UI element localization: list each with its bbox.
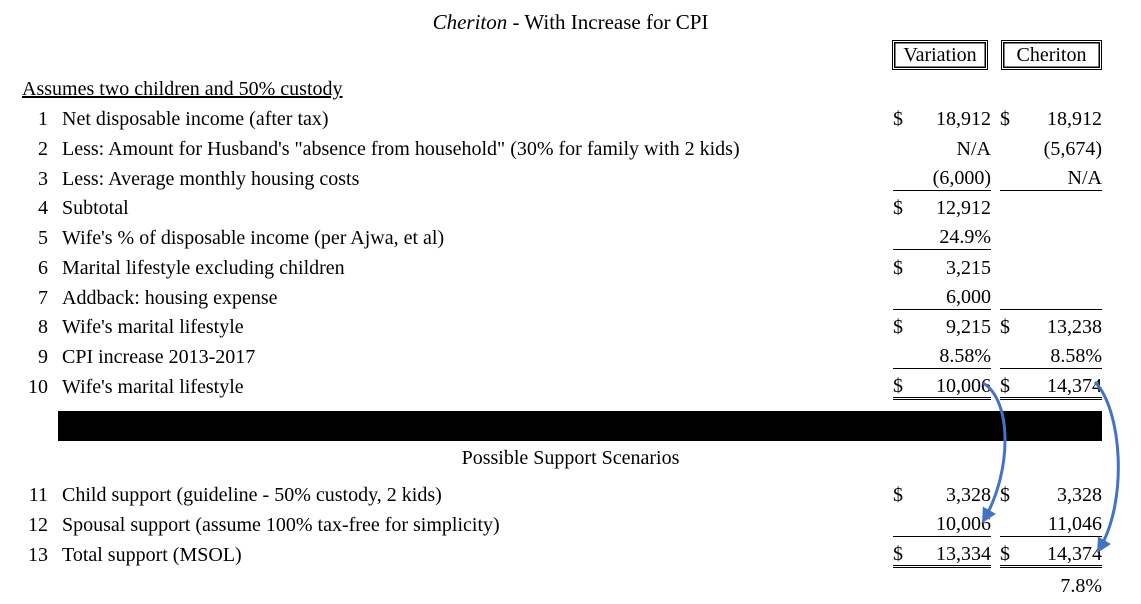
- row-label: Total support (MSOL): [62, 544, 242, 566]
- amount: 14,374: [1047, 543, 1102, 565]
- currency-symbol: $: [1000, 543, 1010, 565]
- variation-value: N/A: [956, 138, 991, 160]
- row-number: 10: [28, 376, 48, 398]
- currency-symbol: $: [893, 375, 903, 397]
- amount: 3,215: [946, 257, 991, 279]
- variation-value: 8.58%: [893, 345, 991, 369]
- amount: 9,215: [946, 316, 991, 338]
- title-italic: Cheriton: [432, 10, 508, 34]
- row-number: 5: [38, 227, 48, 249]
- currency-symbol: $: [893, 543, 903, 565]
- row-number: 12: [28, 514, 48, 536]
- currency-symbol: $: [1000, 484, 1010, 506]
- row-label: Child support (guideline - 50% custody, 2 kids): [62, 484, 442, 506]
- row-label: Less: Amount for Husband's "absence from household" (30% for family with 2 kids): [62, 138, 740, 160]
- cheriton-value: [1000, 315, 1102, 339]
- cheriton-value: 8.58%: [1000, 345, 1102, 369]
- section-divider-bar: [58, 411, 1102, 441]
- currency-symbol: $: [893, 257, 903, 279]
- amount: 12,912: [936, 197, 991, 219]
- row-number: 13: [28, 544, 48, 566]
- row-label: CPI increase 2013-2017: [62, 346, 256, 368]
- variation-value: [893, 375, 991, 400]
- variation-value: [893, 315, 991, 339]
- row-label: Wife's marital lifestyle: [62, 316, 244, 338]
- row-label: Wife's marital lifestyle: [62, 376, 244, 398]
- section-heading: Possible Support Scenarios: [461, 447, 680, 469]
- row-number: 9: [38, 346, 48, 368]
- assumption-heading: Assumes two children and 50% custody: [22, 78, 343, 100]
- page-title: [0, 10, 1141, 34]
- amount: 14,374: [1047, 375, 1102, 397]
- row-number: 3: [38, 168, 48, 190]
- amount: 13,238: [1047, 316, 1102, 338]
- currency-symbol: $: [893, 316, 903, 338]
- row-label: Subtotal: [62, 197, 129, 219]
- cheriton-value: (5,674): [1043, 138, 1102, 160]
- row-label: Wife's % of disposable income (per Ajwa, et al): [62, 227, 445, 249]
- row-label: Net disposable income (after tax): [62, 108, 329, 130]
- row-number: 2: [38, 138, 48, 160]
- variation-value: 24.9%: [893, 226, 991, 250]
- row-number: 6: [38, 257, 48, 279]
- cheriton-value: [1000, 483, 1102, 507]
- column-header-cheriton: Cheriton: [1001, 40, 1102, 70]
- variation-value: [893, 483, 991, 507]
- cheriton-value: 11,046: [1000, 513, 1102, 537]
- variation-value: [893, 543, 991, 568]
- row-number: 1: [38, 108, 48, 130]
- variation-value: [893, 107, 991, 131]
- cheriton-value: [1000, 107, 1102, 131]
- variation-value: [893, 256, 991, 280]
- amount: 3,328: [946, 484, 991, 506]
- cheriton-value: [1000, 375, 1102, 400]
- cheriton-empty-rule: [1000, 286, 1102, 310]
- variation-value: 6,000: [893, 286, 991, 310]
- currency-symbol: $: [1000, 108, 1010, 130]
- amount: 13,334: [936, 543, 991, 565]
- row-label: Less: Average monthly housing costs: [62, 168, 360, 190]
- row-number: 4: [38, 197, 48, 219]
- variation-value: 10,006: [893, 513, 991, 537]
- row-label: Marital lifestyle excluding children: [62, 257, 345, 279]
- cheriton-value: N/A: [1000, 167, 1102, 191]
- difference-percent: 7.8%: [1060, 575, 1102, 597]
- amount: 3,328: [1057, 484, 1102, 506]
- row-label: Spousal support (assume 100% tax-free for simplicity): [62, 514, 500, 536]
- amount: 10,006: [936, 375, 991, 397]
- variation-value: [893, 196, 991, 220]
- variation-value: (6,000): [893, 167, 991, 191]
- cheriton-value: [1000, 543, 1102, 568]
- column-header-variation: Variation: [892, 40, 988, 70]
- title-rest: - With Increase for CPI: [507, 10, 709, 34]
- currency-symbol: $: [893, 108, 903, 130]
- row-label: Addback: housing expense: [62, 287, 278, 309]
- row-number: 11: [28, 484, 48, 506]
- amount: 18,912: [1047, 108, 1102, 130]
- currency-symbol: $: [893, 484, 903, 506]
- currency-symbol: $: [1000, 375, 1010, 397]
- amount: 18,912: [936, 108, 991, 130]
- currency-symbol: $: [1000, 316, 1010, 338]
- row-number: 8: [38, 316, 48, 338]
- row-number: 7: [38, 287, 48, 309]
- currency-symbol: $: [893, 197, 903, 219]
